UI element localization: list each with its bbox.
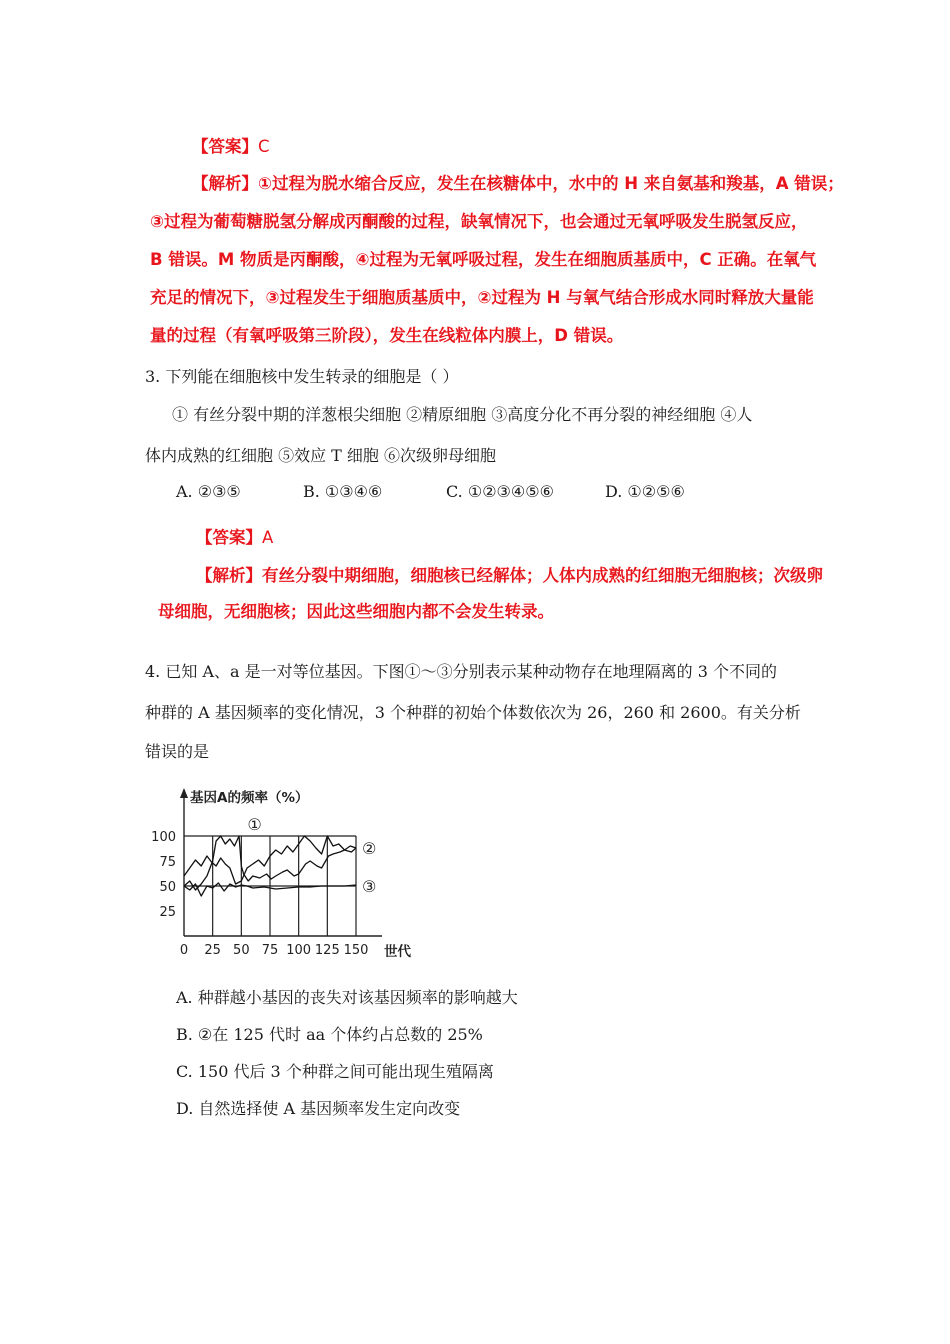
q2-analysis-line-1: 【解析】①过程为脱水缩合反应，发生在核糖体中，水中的 H 来自氨基和羧基，A 错误； (192, 174, 844, 193)
x-tick-label-1: 25 (204, 943, 221, 958)
y-axis-arrow (180, 788, 188, 798)
q3-items-line-2: 体内成熟的红细胞 ⑤效应 T 细胞 ⑥次级卵母细胞 (145, 446, 497, 465)
q2-answer-value: C (258, 137, 270, 156)
y-tick-label-1: 75 (159, 855, 176, 870)
q2-answer (192, 136, 270, 158)
chart-labels (151, 789, 411, 960)
q2-analysis-line-5: 量的过程（有氧呼吸第三阶段），发生在线粒体内膜上，D 错误。 (150, 326, 624, 345)
q3-answer-value: A (262, 528, 274, 547)
y-tick-label-2: 50 (159, 880, 176, 895)
q4-option-a: A. 种群越小基因的丧失对该基因频率的影响越大 (176, 988, 518, 1007)
x-tick-label-0: 0 (179, 943, 189, 958)
q3-option-b: B. ①③④⑥ (303, 482, 383, 501)
q2-analysis-line-3: B 错误。M 物质是丙酮酸，④过程为无氧呼吸过程，发生在细胞质基质中，C 正确。在氧气 (150, 250, 817, 269)
q3-stem: 3. 下列能在细胞核中发生转录的细胞是（ ） (145, 367, 459, 386)
y-tick-label-3: 25 (159, 905, 176, 920)
q3-answer-tag: 【答案】 (196, 528, 262, 547)
q2-analysis-line-2: ③过程为葡萄糖脱氢分解成丙酮酸的过程，缺氧情况下，也会通过无氧呼吸发生脱氢反应， (150, 212, 808, 231)
q2-analysis-line-4: 充足的情况下，③过程发生于细胞质基质中，②过程为 H 与氧气结合形成水同时释放大量能 (150, 288, 814, 307)
gene-frequency-chart (140, 780, 430, 970)
q3-analysis-tag: 【解析】 (196, 566, 262, 585)
x-tick-label-6: 150 (343, 943, 369, 958)
q4-option-d: D. 自然选择使 A 基因频率发生定向改变 (176, 1099, 461, 1118)
q4-option-c: C. 150 代后 3 个种群之间可能出现生殖隔离 (176, 1062, 494, 1081)
series-label-2: ② (362, 839, 377, 858)
q2-analysis-tag: 【解析】 (192, 174, 258, 193)
q3-option-a: A. ②③⑤ (176, 482, 241, 501)
q3-option-c: C. ①②③④⑤⑥ (446, 482, 554, 501)
series-label-1: ① (247, 815, 262, 834)
x-tick-label-3: 75 (261, 943, 279, 958)
x-tick-label-2: 50 (233, 943, 250, 958)
x-axis-title: 世代 (384, 944, 411, 960)
y-axis-title: 基因A的频率（%） (190, 790, 309, 806)
q3-items-line-1: ① 有丝分裂中期的洋葱根尖细胞 ②精原细胞 ③高度分化不再分裂的神经细胞 ④人 (172, 405, 753, 424)
q3-answer (196, 527, 273, 549)
q3-analysis-line-1: 【解析】有丝分裂中期细胞，细胞核已经解体；人体内成熟的红细胞无细胞核；次级卵 (196, 566, 823, 585)
x-tick-label-4: 100 (286, 943, 312, 958)
series-label-3: ③ (362, 877, 377, 896)
y-tick-label-0: 100 (151, 830, 176, 845)
x-tick-label-5: 125 (314, 943, 340, 958)
chart-axes (180, 788, 382, 936)
q4-stem-line-1: 4. 已知 A、a 是一对等位基因。下图①～③分别表示某种动物存在地理隔离的 3 个不同的 (145, 662, 777, 681)
q4-stem-line-2: 种群的 A 基因频率的变化情况，3 个种群的初始个体数依次为 26，260 和 2600。有关分析 (145, 703, 801, 722)
q3-option-d: D. ①②⑤⑥ (605, 482, 685, 501)
q2-answer-tag: 【答案】 (192, 137, 258, 156)
q4-option-b: B. ②在 125 代时 aa 个体约占总数的 25% (176, 1025, 483, 1044)
q3-analysis-line-2: 母细胞，无细胞核；因此这些细胞内都不会发生转录。 (158, 602, 554, 621)
q4-stem-line-3: 错误的是 (145, 742, 210, 761)
